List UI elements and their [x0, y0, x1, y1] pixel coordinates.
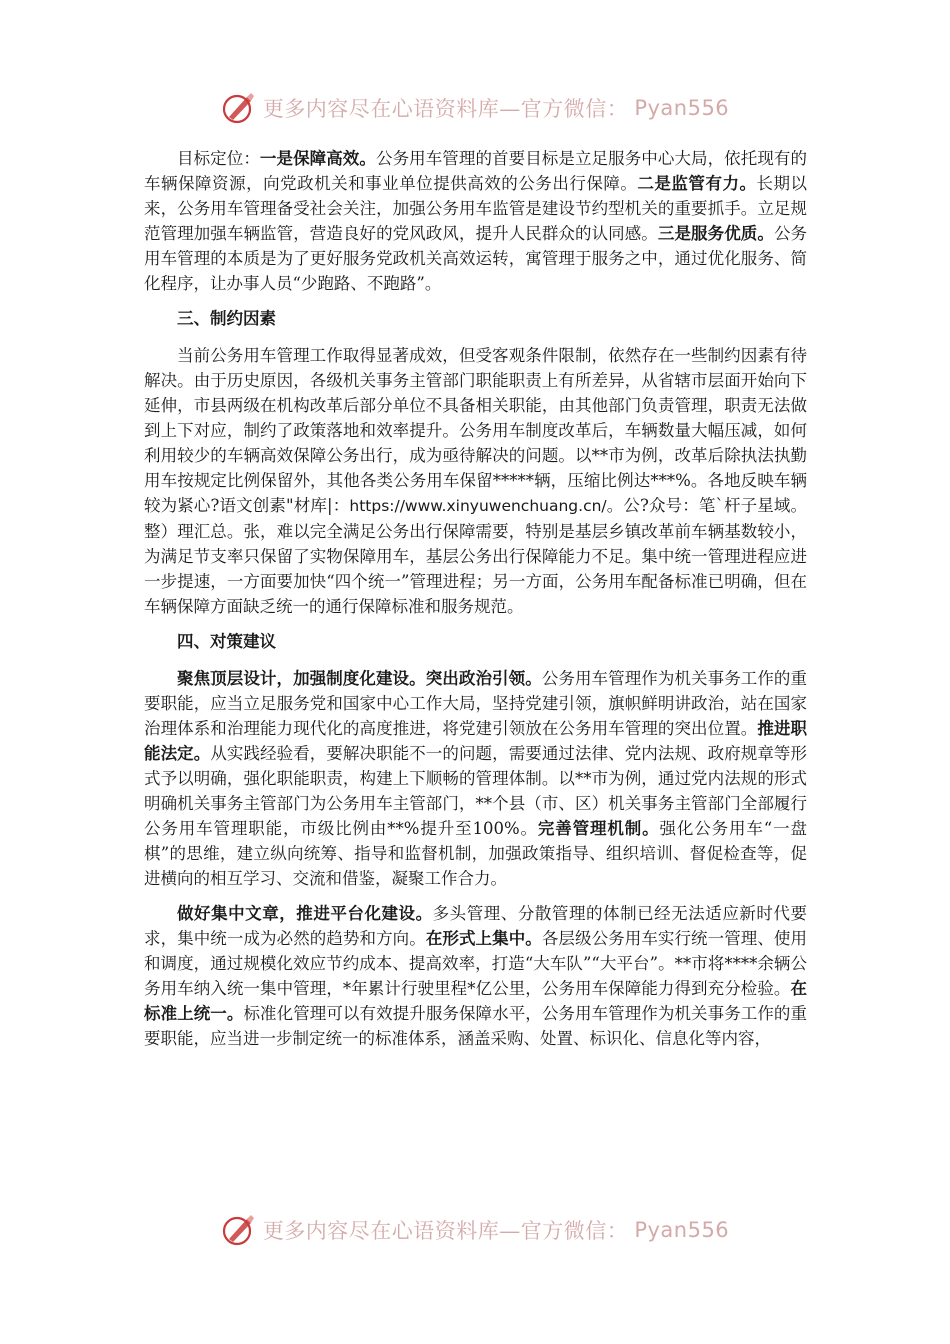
paragraph-top-level-design: 聚焦顶层设计，加强制度化建设。突出政治引领。公务用车管理作为机关事务工作的重要职能，应当立足服务党和国家中心工作大局，坚持党建引领，旗帜鲜明讲政治，站在国家治理体系和治理能力现代化的高度推进，将党建引领放在公务用车管理的突出位置。推进职能法定。从实践经验看，要解决职能不一的问题，需要通过法律、党内法规、政府规章等形式予以明确，强化职能职责，构建上下顺畅的管理体制。以**市为例，通过党内法规的形式明确机关事务主管部门为公务用车主管部门，**个县（市、区）机关事务主管部门全部履行公务用车管理职能，市级比例由**%提升至100%。完善管理机制。强化公务用车“一盘棋”的思维，建立纵向统筹、指导和监督机制，加强政策指导、组织培训、督促检查等，促进横向的相互学习、交流和借鉴，凝聚工作合力。	[144, 669, 808, 888]
website-link[interactable]: https://www.xinyuwenchuang.cn/	[349, 497, 607, 515]
paragraph-target-positioning: 目标定位：一是保障高效。公务用车管理的首要目标是立足服务中心大局，依托现有的车辆保障资源，向党政机关和事业单位提供高效的公务出行保障。二是监管有力。长期以来，公务用车管理备受社会关注，加强公务用车监管是建设节约型机关的重要抓手。立足规范管理加强车辆监管，营造良好的党风政风，提升人民群众的认同感。三是服务优质。公务用车管理的本质是为了更好服务党政机关高效运转，寓管理于服务之中，通过优化服务、简化程序，让办事人员“少跑路、不跑路”。	[144, 149, 808, 293]
banner-wechat-id: Pyan556	[634, 1218, 730, 1242]
banner-wechat-id: Pyan556	[634, 96, 730, 120]
section-heading-constraints: 三、制约因素	[177, 309, 276, 328]
document-body	[144, 146, 807, 1061]
banner-text: 更多内容尽在心语资料库—官方微信：	[262, 1219, 629, 1243]
section-heading-suggestions: 四、对策建议	[177, 632, 276, 651]
paragraph-constraints: 当前公务用车管理工作取得显著成效，但受客观条件限制，依然存在一些制约因素有待解决。由于历史原因，各级机关事务主管部门职能职责上有所差异，从省辖市层面开始向下延伸，市县两级在机构改革后部分单位不具备相关职能，由其他部门负责管理，职责无法做到上下对应，制约了政策落地和效率提升。公务用车制度改革后，车辆数量大幅压减，如何利用较少的车辆高效保障公务出行，成为亟待解决的问题。以**市为例，改革后除执法执勤用车按规定比例保留外，其他各类公务用车保留*****辆，压缩比例达***%。各地反映车辆较为紧心?语文创素"材库|：https://www.xinyuwenchuang.cn/。公?众号：笔`杆子星域。整）理汇总。张，难以完全满足公务出行保障需要，特别是基层乡镇改革前车辆基数较小，为满足节支率只保留了实物保障用车，基层公务出行保障能力不足。集中统一管理进程应进一步提速，一方面要加快“四个统一”管理进程；另一方面，公务用车配备标准已明确，但在车辆保障方面缺乏统一的通行保障标准和服务规范。	[144, 346, 807, 616]
header-banner	[0, 86, 950, 130]
pen-logo-icon	[221, 90, 257, 126]
paragraph-centralization: 做好集中文章，推进平台化建设。多头管理、分散管理的体制已经无法适应新时代要求，集中统一成为必然的趋势和方向。在形式上集中。各层级公务用车实行统一管理、使用和调度，通过规模化效应节约成本、提高效率，打造“大车队”“大平台”。**市将****余辆公务用车纳入统一集中管理，*年累计行驶里程*亿公里，公务用车保障能力得到充分检验。在标准上统一。标准化管理可以有效提升服务保障水平，公务用车管理作为机关事务工作的重要职能，应当进一步制定统一的标准体系，涵盖采购、处置、标识化、信息化等内容，	[144, 904, 808, 1048]
banner-text: 更多内容尽在心语资料库—官方微信：	[262, 97, 629, 121]
footer-banner	[0, 1208, 950, 1252]
pen-logo-icon	[221, 1212, 257, 1248]
